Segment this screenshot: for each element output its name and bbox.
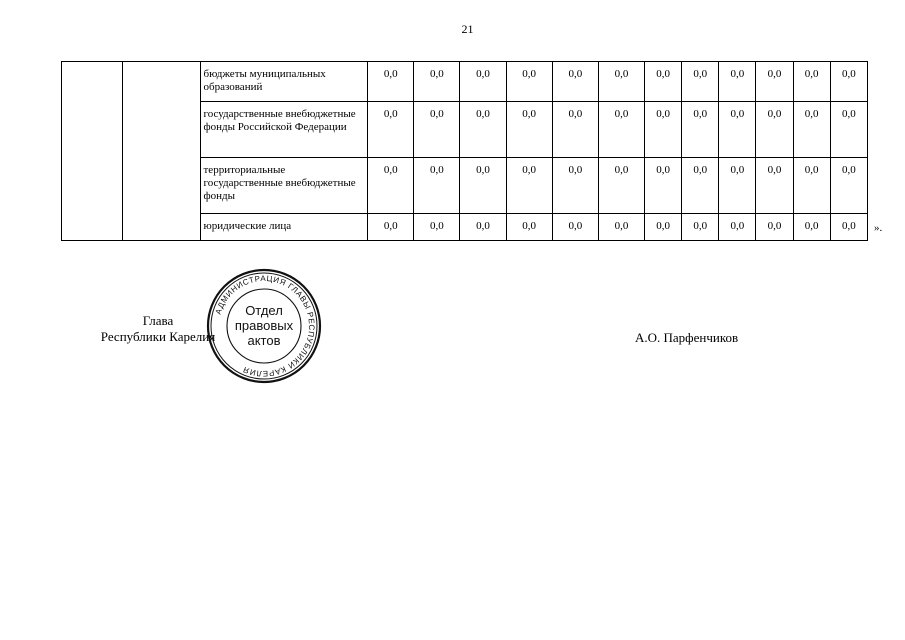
signatory-title-line: Республики Карелия bbox=[100, 329, 216, 344]
value-cell: 0,0 bbox=[830, 158, 867, 214]
closing-quote: ». bbox=[874, 222, 883, 234]
stamp-center-text: актов bbox=[247, 333, 281, 348]
value-cell: 0,0 bbox=[598, 158, 644, 214]
value-cell: 0,0 bbox=[460, 102, 506, 158]
value-cell: 0,0 bbox=[552, 158, 598, 214]
value-cell: 0,0 bbox=[552, 102, 598, 158]
value-cell: 0,0 bbox=[682, 62, 719, 102]
value-cell: 0,0 bbox=[552, 62, 598, 102]
value-cell: 0,0 bbox=[793, 158, 830, 214]
value-cell: 0,0 bbox=[414, 214, 460, 241]
value-cell: 0,0 bbox=[793, 62, 830, 102]
value-cell: 0,0 bbox=[756, 158, 793, 214]
value-cell: 0,0 bbox=[682, 158, 719, 214]
value-cell: 0,0 bbox=[645, 214, 682, 241]
funding-table bbox=[61, 61, 868, 241]
stamp-center-text: правовых bbox=[234, 318, 294, 333]
value-cell: 0,0 bbox=[414, 158, 460, 214]
blank-cell-1 bbox=[62, 62, 123, 241]
blank-cell-2 bbox=[123, 62, 200, 241]
value-cell: 0,0 bbox=[719, 158, 756, 214]
value-cell: 0,0 bbox=[645, 102, 682, 158]
value-cell: 0,0 bbox=[414, 62, 460, 102]
value-cell: 0,0 bbox=[506, 102, 552, 158]
signatory-name: А.О. Парфенчиков bbox=[635, 330, 739, 345]
value-cell: 0,0 bbox=[645, 62, 682, 102]
row-label: территориальные государственные внебюджетные фонды bbox=[200, 158, 368, 214]
value-cell: 0,0 bbox=[682, 214, 719, 241]
value-cell: 0,0 bbox=[830, 214, 867, 241]
value-cell: 0,0 bbox=[756, 62, 793, 102]
value-cell: 0,0 bbox=[793, 214, 830, 241]
value-cell: 0,0 bbox=[830, 102, 867, 158]
official-stamp bbox=[206, 268, 322, 384]
row-label: государственные внебюджетные фонды Российской Федерации bbox=[200, 102, 368, 158]
value-cell: 0,0 bbox=[598, 102, 644, 158]
value-cell: 0,0 bbox=[598, 214, 644, 241]
value-cell: 0,0 bbox=[793, 102, 830, 158]
value-cell: 0,0 bbox=[719, 214, 756, 241]
value-cell: 0,0 bbox=[598, 62, 644, 102]
row-label: юридические лица bbox=[200, 214, 368, 241]
value-cell: 0,0 bbox=[552, 214, 598, 241]
value-cell: 0,0 bbox=[506, 214, 552, 241]
table-row bbox=[62, 62, 868, 102]
value-cell: 0,0 bbox=[682, 102, 719, 158]
value-cell: 0,0 bbox=[506, 158, 552, 214]
value-cell: 0,0 bbox=[414, 102, 460, 158]
value-cell: 0,0 bbox=[460, 62, 506, 102]
signatory-title-line: Глава bbox=[142, 313, 174, 328]
page-number: 21 bbox=[461, 22, 474, 36]
stamp-center-text: Отдел bbox=[245, 303, 283, 318]
value-cell: 0,0 bbox=[756, 214, 793, 241]
value-cell: 0,0 bbox=[368, 102, 414, 158]
value-cell: 0,0 bbox=[719, 102, 756, 158]
stamp-ring-text: АДМИНИСТРАЦИЯ ГЛАВЫ РЕСПУБЛИКИ КАРЕЛИЯ bbox=[213, 273, 317, 379]
value-cell: 0,0 bbox=[830, 62, 867, 102]
value-cell: 0,0 bbox=[506, 62, 552, 102]
value-cell: 0,0 bbox=[460, 214, 506, 241]
value-cell: 0,0 bbox=[460, 158, 506, 214]
value-cell: 0,0 bbox=[719, 62, 756, 102]
value-cell: 0,0 bbox=[645, 158, 682, 214]
value-cell: 0,0 bbox=[756, 102, 793, 158]
row-label: бюджеты муниципальных образований bbox=[200, 62, 368, 102]
value-cell: 0,0 bbox=[368, 158, 414, 214]
value-cell: 0,0 bbox=[368, 214, 414, 241]
value-cell: 0,0 bbox=[368, 62, 414, 102]
